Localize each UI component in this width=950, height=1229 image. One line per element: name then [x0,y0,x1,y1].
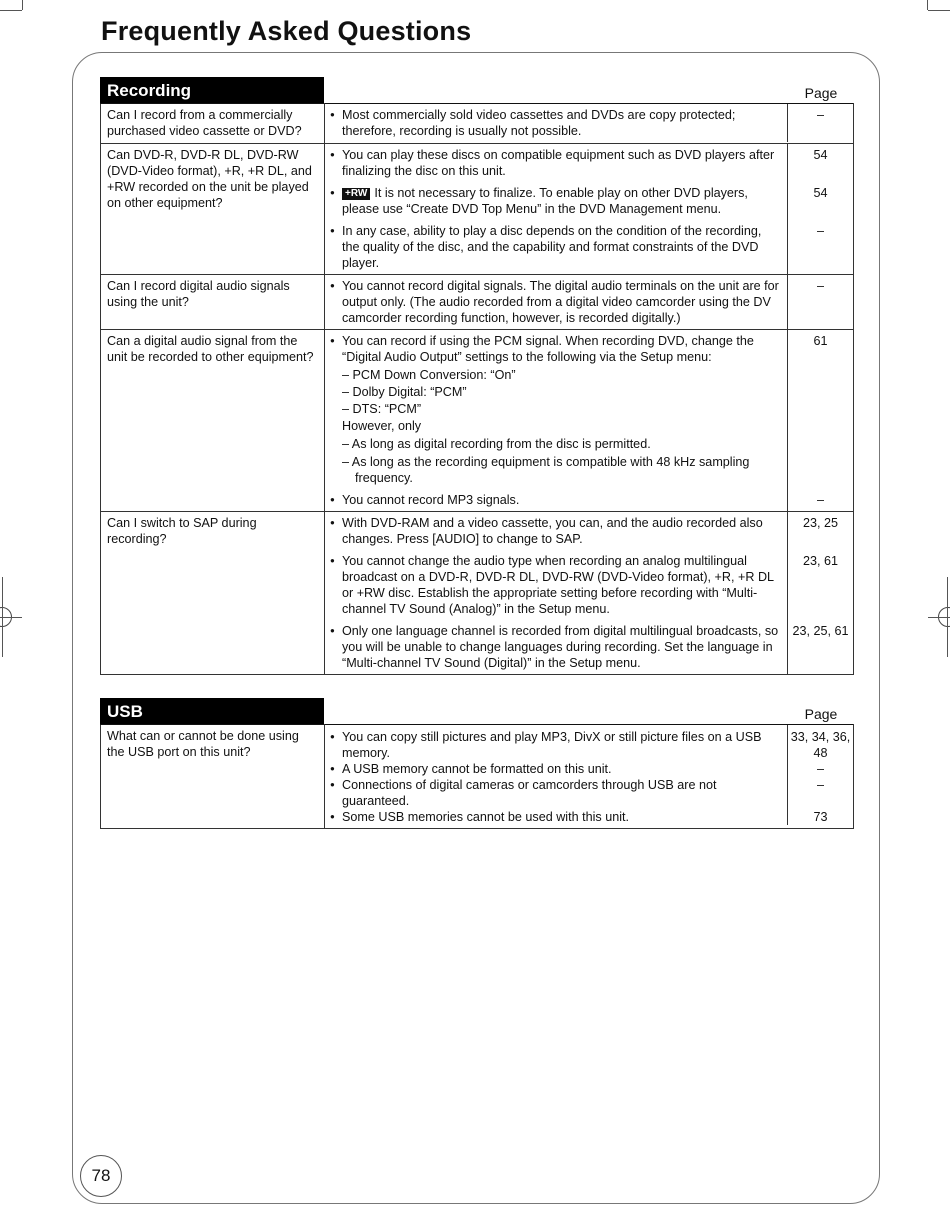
page-ref: – [787,761,853,777]
faq-question: Can DVD-R, DVD-R DL, DVD-RW (DVD-Video format), +R, +R DL, and +RW recorded on the unit be played on other equipment? [101,144,325,275]
page-title: Frequently Asked Questions [101,16,472,46]
faq-answer [325,620,853,674]
answer-text: ● You can play these discs on compatible equipment such as DVD players after finalizing the disc on this unit. [325,144,787,182]
page-number: 78 [80,1155,122,1197]
page-column-label: Page [804,85,838,101]
registration-line [0,617,22,618]
faq-question: Can I record from a commercially purchased video cassette or DVD? [101,104,325,144]
answer-text: ● You cannot record digital signals. The digital audio terminals on the unit are for output only. (The audio recorded from a digital video camcorder using the DV camcorder recording function, however, is recorded digitally.) [325,275,787,329]
faq-answer [325,512,853,550]
answer-text: ● Some USB memories cannot be used with this unit. [325,809,787,825]
answer-text: It is not necessary to finalize. To enable play on other DVD players, please use “Create DVD Top Menu” in the DVD Management menu. [342,186,748,216]
page-ref: 73 [787,809,853,825]
setting-item: – PCM Down Conversion: “On” [342,368,516,382]
registration-line [947,577,948,657]
page-ref: – [787,489,853,511]
crop-mark [22,0,23,10]
faq-table-recording [100,103,854,675]
answer-text: ● You can record if using the PCM signal. When recording DVD, change the “Digital Audio Output” settings to the following via the Setup menu: [342,334,754,364]
page-column-label: Page [804,706,838,722]
faq-row [101,725,854,829]
faq-answer [325,220,853,274]
disc-type-badge: +RW [342,188,370,200]
page-ref: 23, 61 [787,550,853,620]
section-recording [100,77,854,675]
faq-row [101,275,854,330]
setting-item: – DTS: “PCM” [342,402,422,416]
section-header [100,77,854,103]
condition-item: – As long as digital recording from the disc is permitted. [342,437,651,451]
section-usb [100,698,854,829]
faq-table-usb [100,724,854,829]
faq-answer [325,275,853,329]
faq-answer [325,550,853,620]
setting-item: – Dolby Digital: “PCM” [342,385,467,399]
answer-text: ● A USB memory cannot be formatted on this unit. [325,761,787,777]
page-ref: – [787,104,853,142]
answer-text: ● Most commercially sold video cassettes and DVDs are copy protected; therefore, recording is usually not possible. [325,104,787,142]
faq-question: Can a digital audio signal from the unit be recorded to other equipment? [101,330,325,512]
faq-answer [325,330,853,489]
faq-answer [325,104,853,142]
faq-answer [325,144,853,182]
faq-question: Can I record digital audio signals using the unit? [101,275,325,330]
answer-text: ● You cannot change the audio type when recording an analog multilingual broadcast on a DVD-R, DVD-R DL, DVD-RW (DVD-Video format), +R, +R DL or +RW disc. Establish the appropriate setting before recording with “Multi-channel TV Sound (Analog)” in the Setup menu. [325,550,787,620]
faq-row [101,512,854,675]
answer-text: ● Only one language channel is recorded from digital multilingual broadcasts, so you will be unable to change languages during recording. Set the language in “Multi-channel TV Sound (Digital)” in the Setup menu. [325,620,787,674]
page-ref: 54 [787,182,853,220]
faq-answer [325,489,853,511]
faq-answer [325,182,853,220]
condition-item: – As long as the recording equipment is compatible with 48 kHz sampling frequency. [342,455,750,485]
crop-mark [927,0,928,10]
faq-answer [325,725,853,761]
page-ref: 33, 34, 36, 48 [787,725,853,761]
faq-row [101,104,854,144]
crop-mark [0,10,22,11]
section-title: Recording [100,77,324,103]
faq-answer [325,761,853,777]
faq-question: What can or cannot be done using the USB port on this unit? [101,725,325,829]
page-ref: 54 [787,144,853,182]
faq-row [101,330,854,512]
answer-text: ● You can copy still pictures and play MP3, DivX or still picture files on a USB memory. [325,725,787,761]
page-ref: 23, 25, 61 [787,620,853,674]
page-ref: – [787,777,853,809]
answer-text: ● You cannot record MP3 signals. [325,489,787,511]
faq-answer [325,777,853,809]
answer-note: However, only [342,419,422,433]
crop-mark [928,10,950,11]
answer-text: ● Connections of digital cameras or camcorders through USB are not guaranteed. [325,777,787,809]
faq-question: Can I switch to SAP during recording? [101,512,325,675]
page-ref: – [787,275,853,329]
section-title: USB [100,698,324,724]
section-header [100,698,854,724]
faq-answer [325,809,853,828]
page-ref: 23, 25 [787,512,853,550]
answer-text: ● With DVD-RAM and a video cassette, you can, and the audio recorded also changes. Press [AUDIO] to change to SAP. [325,512,787,550]
registration-line [2,577,3,657]
page-ref: 61 [787,330,853,489]
faq-row [101,144,854,275]
page-ref: – [787,220,853,274]
answer-text: ● In any case, ability to play a disc depends on the condition of the recording, the quality of the disc, and the capability and format constraints of the DVD player. [325,220,787,274]
